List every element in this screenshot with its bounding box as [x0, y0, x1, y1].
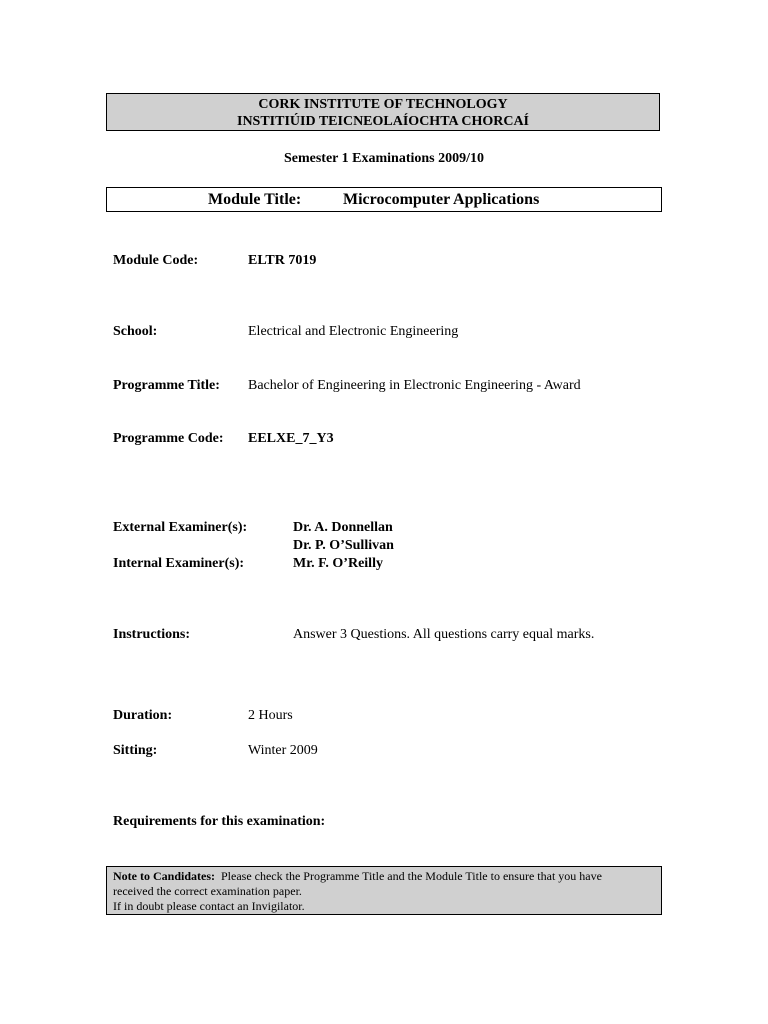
sitting-value: Winter 2009	[248, 743, 318, 758]
module-title-box	[106, 187, 662, 212]
institute-name-english: CORK INSTITUTE OF TECHNOLOGY	[258, 97, 508, 112]
note-to-candidates-box	[106, 866, 662, 915]
external-examiner-label: External Examiner(s):	[113, 520, 248, 535]
programme-code-value: EELXE_7_Y3	[248, 431, 334, 446]
programme-title-label: Programme Title:	[113, 378, 220, 393]
school-label: School:	[113, 324, 158, 339]
semester-title: Semester 1 Examinations 2009/10	[283, 151, 484, 166]
note-prefix: Note to Candidates:	[113, 869, 215, 883]
note-line-1	[113, 869, 655, 884]
module-code-label: Module Code:	[113, 253, 199, 268]
note-text-1: Please check the Programme Title and the Module Title to ensure that you have	[215, 869, 602, 883]
internal-examiner-value: Mr. F. O’Reilly	[293, 556, 383, 571]
sitting-label: Sitting:	[113, 743, 158, 758]
requirements-label: Requirements for this examination:	[113, 814, 326, 829]
note-line-3: If in doubt please contact an Invigilator.	[113, 899, 305, 913]
institute-header	[106, 93, 660, 131]
module-title-value: Microcomputer Applications	[343, 191, 540, 208]
module-title-label: Module Title:	[208, 191, 302, 208]
external-examiner-1: Dr. A. Donnellan	[293, 520, 393, 535]
programme-title-value: Bachelor of Engineering in Electronic Engineering - Award	[248, 378, 581, 393]
instructions-label: Instructions:	[113, 627, 191, 642]
internal-examiner-label: Internal Examiner(s):	[113, 556, 245, 571]
programme-code-label: Programme Code:	[113, 431, 224, 446]
duration-label: Duration:	[113, 708, 173, 723]
school-value: Electrical and Electronic Engineering	[248, 324, 459, 339]
duration-value: 2 Hours	[248, 708, 293, 723]
module-code-value: ELTR 7019	[248, 253, 317, 268]
instructions-value: Answer 3 Questions. All questions carry equal marks.	[293, 627, 595, 642]
note-line-2: received the correct examination paper.	[113, 884, 302, 898]
institute-name-irish: INSTITIÚID TEICNEOLAÍOCHTA CHORCAÍ	[237, 114, 529, 129]
external-examiner-2: Dr. P. O’Sullivan	[293, 538, 394, 553]
